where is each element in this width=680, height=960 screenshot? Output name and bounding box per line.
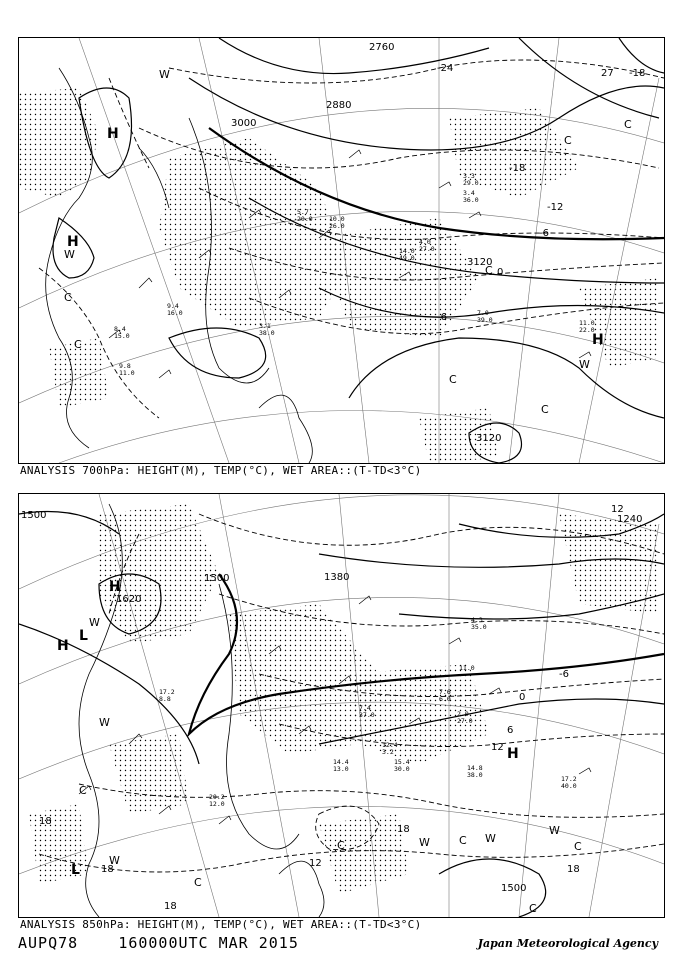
station-value: 39.0 [477, 316, 493, 324]
bulletin-id: AUPQ78 [18, 934, 79, 952]
high-center-marker: H [107, 126, 119, 142]
cold-marker: C [541, 403, 549, 416]
station-value: 12.0 [209, 800, 225, 808]
warm-marker: W [159, 68, 170, 81]
low-center-marker: L [79, 628, 88, 644]
warm-marker: W [89, 616, 100, 629]
station-value: 36.0 [463, 196, 479, 204]
contour-label: 1240 [617, 514, 643, 525]
contour-label: 6 [507, 725, 514, 736]
panel-caption-700hpa: ANALYSIS 700hPa: HEIGHT(M), TEMP(°C), WET AREA::(T-TD<3°C) [20, 464, 422, 477]
cold-marker: C [459, 834, 467, 847]
warm-marker: W [419, 836, 430, 849]
contour-label: 18 [567, 864, 580, 875]
station-value: 11.0 [579, 319, 595, 327]
contour-label: -6 [559, 669, 569, 680]
wet-area-shading [19, 88, 659, 463]
cold-marker: C [564, 134, 572, 147]
cold-marker: C [74, 338, 82, 351]
warm-marker: W [109, 854, 120, 867]
low-center-marker: L [71, 862, 80, 878]
station-value: 16.0 [167, 309, 183, 317]
station-value: 11.0 [119, 369, 135, 377]
station-value: 14.8 [467, 764, 483, 772]
station-value: 11.0 [459, 664, 475, 672]
agency-credit: Japan Meteorological Agency [477, 937, 658, 950]
high-center-marker: H [57, 638, 69, 654]
cold-marker: C [337, 839, 345, 852]
map-panel-850hpa [18, 493, 665, 918]
station-value: 3.3 [463, 172, 475, 180]
station-value: 9.8 [119, 362, 131, 370]
station-value: 20.2 [209, 793, 225, 801]
cold-marker: C [485, 264, 493, 277]
valid-datetime: 160000UTC MAR 2015 [118, 934, 299, 952]
contour-label: 3000 [231, 118, 257, 129]
contour-label: -6 [437, 312, 447, 323]
station-value: 3.1 [259, 322, 271, 330]
bulletin-header [18, 934, 299, 952]
cold-marker: C [574, 840, 582, 853]
station-value: 9.4 [167, 302, 179, 310]
contour-label: 2760 [369, 42, 395, 53]
station-value: 6.0 [439, 695, 451, 703]
warm-marker: W [99, 716, 110, 729]
station-value: 10.0 [329, 215, 345, 223]
contour-label: 1380 [324, 572, 350, 583]
contour-label: 1500 [21, 510, 47, 521]
warm-marker: W [64, 248, 75, 261]
cold-marker: C [194, 876, 202, 889]
station-value: 8.4 [114, 325, 126, 333]
station-value: 13.0 [333, 765, 349, 773]
station-value: 7.0 [477, 309, 489, 317]
station-value: 17.2 [561, 775, 577, 783]
station-value: 14.4 [333, 758, 349, 766]
station-value: 37.0 [359, 711, 375, 719]
station-value: 5.7 [297, 208, 309, 216]
contour-label: 12 [309, 858, 322, 869]
contour-label: -18 [509, 163, 526, 174]
station-value: 4.3 [471, 616, 483, 624]
station-value: 22.0 [579, 326, 595, 334]
station-value: 40.0 [561, 782, 577, 790]
high-center-marker: H [507, 746, 519, 762]
station-value: 27.0 [419, 245, 435, 253]
contour-label: -18 [629, 68, 646, 79]
contour-label: 1500 [204, 573, 230, 584]
station-value: 3.2 [382, 748, 394, 756]
contour-label: -6 [539, 228, 549, 239]
warm-marker: W [549, 824, 560, 837]
contour-label: 12 [611, 504, 624, 515]
contour-label: 1620 [116, 594, 142, 605]
contour-label: 0 [519, 692, 526, 703]
warm-marker: W [579, 358, 590, 371]
station-value: 3.4 [463, 189, 475, 197]
station-value: 26.0 [329, 222, 345, 230]
high-center-marker: H [592, 332, 604, 348]
contour-label: 18 [101, 864, 114, 875]
contour-label: 18 [164, 901, 177, 912]
station-value: 14.0 [399, 247, 415, 255]
warm-marker: W [485, 832, 496, 845]
station-value: 7.6 [439, 688, 451, 696]
contour-label: 12 [491, 742, 504, 753]
station-value: 7.4 [359, 704, 371, 712]
map-700hpa [19, 38, 664, 463]
contour-label: -12 [547, 202, 564, 213]
panel-caption-850hpa: ANALYSIS 850hPa: HEIGHT(M), TEMP(°C), WET AREA::(T-TD<3°C) [20, 918, 422, 931]
station-value: 20.0 [297, 215, 313, 223]
high-center-marker: H [109, 579, 121, 595]
station-value: 8.8 [159, 695, 171, 703]
contour-label: 18 [397, 824, 410, 835]
contour-label: 3120 [476, 433, 502, 444]
cold-marker: C [449, 373, 457, 386]
wet-area-shading [29, 504, 659, 894]
station-value: 49.0 [399, 254, 415, 262]
station-value: 17.2 [159, 688, 175, 696]
contour-label: 27 [601, 68, 614, 79]
contour-label: 0 [497, 267, 504, 278]
station-value: 30.0 [394, 765, 410, 773]
station-value: 4.0 [419, 238, 431, 246]
station-value: 2.0 [457, 710, 469, 718]
contour-label: 18 [39, 816, 52, 827]
station-value: 29.0 [463, 179, 479, 187]
high-center-marker: H [67, 234, 79, 250]
cold-marker: C [64, 291, 72, 304]
station-value: 38.0 [259, 329, 275, 337]
contour-label: 2880 [326, 100, 352, 111]
station-value: 15.0 [114, 332, 130, 340]
contour-label: 1500 [501, 883, 527, 894]
station-value: 38.0 [467, 771, 483, 779]
station-value: 35.0 [471, 623, 487, 631]
contour-label: -24 [437, 63, 454, 74]
cold-marker: C [624, 118, 632, 131]
map-850hpa [19, 494, 664, 917]
cold-marker: C [79, 784, 87, 797]
station-value: 15.4 [394, 758, 410, 766]
station-value: 27.0 [457, 717, 473, 725]
map-panel-700hpa [18, 37, 665, 464]
cold-marker: C [529, 902, 537, 915]
station-value: 12.4 [382, 741, 398, 749]
contour-label: 3120 [467, 257, 493, 268]
